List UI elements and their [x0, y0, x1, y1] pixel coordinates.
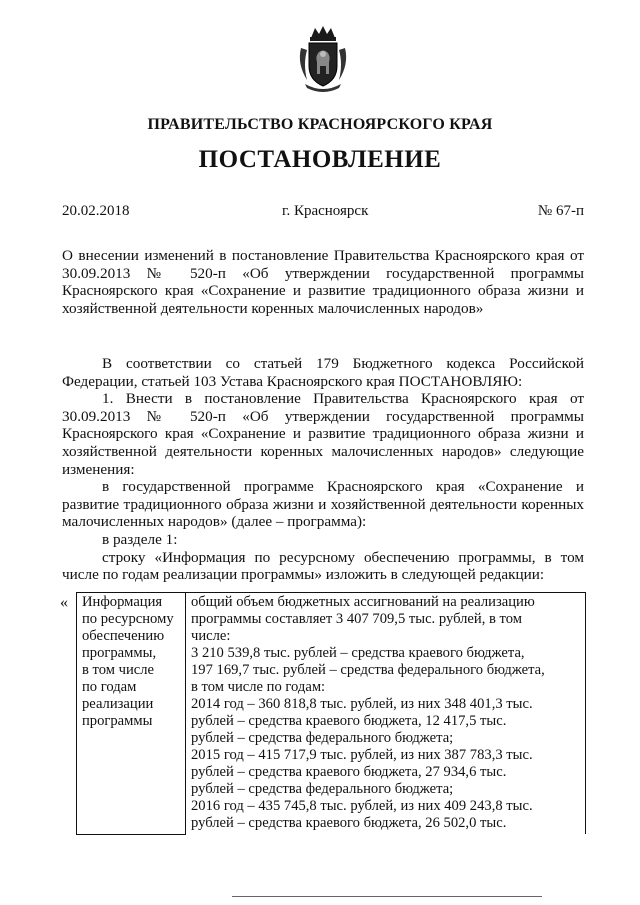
paragraph-amend: 1. Внести в постановление Правительства Красноярского края от 30.09.2013 № 520-п «Об утверждении государственной программы Красноярского края «Сохранение и развитие традиционного образа жизни и хозяйственной деятельности коренных малочисленных народов» следующие изменения: — [62, 390, 584, 478]
paragraph-legal-basis: В соответствии со статьей 179 Бюджетного кодекса Российской Федерации, статьей 103 Устава Красноярского края ПОСТАНОВЛЯЮ: — [62, 355, 584, 390]
resource-info-table — [76, 592, 586, 835]
opening-quote: « — [60, 594, 68, 611]
decree-title: О внесении изменений в постановление Правительства Красноярского края от 30.09.2013 № 520-п «Об утверждении государственной программы Красноярского края «Сохранение и развитие традиционного образа жизни и хозяйственной деятельности коренных малочисленных народов» — [62, 247, 584, 317]
table-cell-content: общий объем бюджетных ассигнований на реализацию программы составляет 3 407 709,5 тыс. рублей, в том числе: 3 210 539,8 тыс. рублей – средства краевого бюджета, 197 169,7 тыс. рублей – средства федерального бюджета, в том числе по годам: 2014 год – 360 818,8 тыс. рублей, из них 348 401,3 тыс. рублей – средства краевого бюджета, 12 417,5 тыс. рублей – средства федерального бюджета; 2015 год – 415 717,9 тыс. рублей, из них 387 783,3 тыс. рублей – средства краевого бюджета, 27 934,6 тыс. рублей – средства федерального бюджета; 2016 год – 435 745,8 тыс. рублей, из них 409 243,8 тыс. рублей – средства краевого бюджета, 26 502,0 тыс. — [186, 593, 586, 835]
paragraph-section: в разделе 1: — [102, 530, 178, 548]
table-row — [77, 593, 586, 835]
document-type: ПОСТАНОВЛЕНИЕ — [198, 146, 442, 173]
government-name: ПРАВИТЕЛЬСТВО КРАСНОЯРСКОГО КРАЯ — [147, 116, 493, 133]
decree-city: г. Красноярск — [282, 203, 369, 219]
scan-edge-line — [232, 896, 542, 897]
decree-number: № 67-п — [537, 203, 584, 219]
paragraph-row-replace: строку «Информация по ресурсному обеспечению программы, в том числе по годам реализации программы» изложить в следующей редакции: — [62, 548, 584, 584]
decree-body — [62, 355, 584, 584]
coat-of-arms-icon — [295, 24, 351, 94]
decree-date: 20.02.2018 — [62, 203, 130, 219]
table-cell-heading: Информация по ресурсному обеспечению программы, в том числе по годам реализации программы — [77, 593, 186, 835]
paragraph-program: в государственной программе Красноярского края «Сохранение и развитие традиционного образа жизни и хозяйственной деятельности коренных малочисленных народов» (далее – программа): — [62, 478, 584, 531]
